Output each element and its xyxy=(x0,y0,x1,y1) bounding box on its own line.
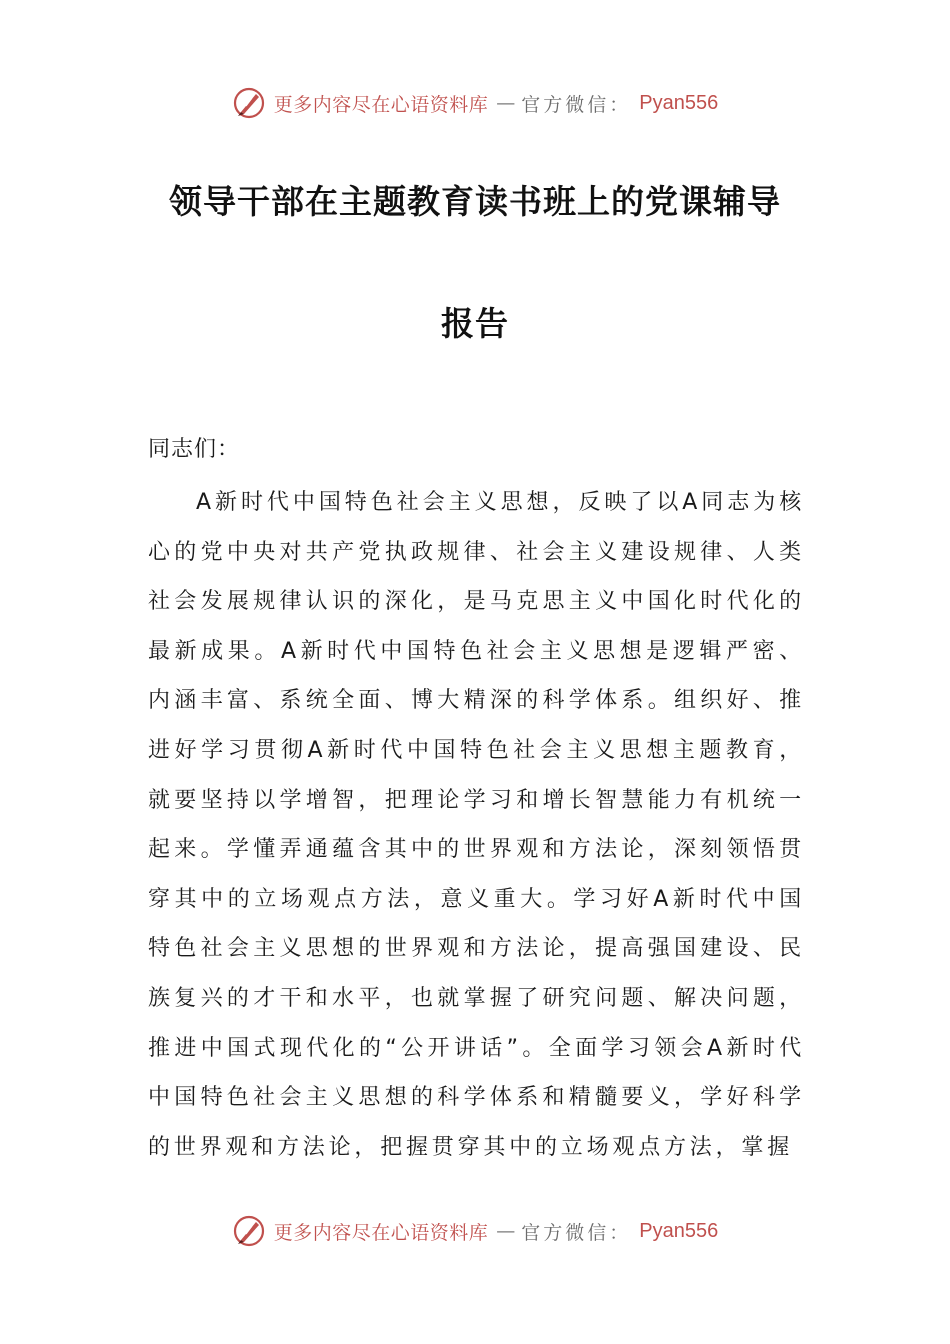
quill-pen-logo-icon xyxy=(232,86,266,120)
watermark-separator: — xyxy=(496,92,514,114)
watermark-site-text: 更多内容尽在心语资料库 xyxy=(273,1221,489,1244)
quill-pen-logo-icon xyxy=(232,1214,266,1248)
document-title-line-2: 报告 xyxy=(441,304,509,343)
header-watermark xyxy=(0,83,950,123)
body-paragraph: A新时代中国特色社会主义思想，反映了以A同志为核心的党中央对共产党执政规律、社会主义建设规律、人类社会发展规律认识的深化，是马克思主义中国化时代化的最新成果。A新时代中国特色社会主义思想是逻辑严密、内涵丰富、系统全面、博大精深的科学体系。组织好、推进好学习贯彻A新时代中国特色社会主义思想主题教育，就要坚持以学增智，把理论学习和增长智慧能力有机统一起来。学懂弄通蕴含其中的世界观和方法论，深刻领悟贯穿其中的立场观点方法，意义重大。学习好A新时代中国特色社会主义思想的世界观和方法论，提高强国建设、民族复兴的才干和水平，也就掌握了研究问题、解决问题，推进中国式现代化的“公开讲话”。全面学习领会A新时代中国特色社会主义思想的科学体系和精髓要义，学好科学的世界观和方法论，把握贯穿其中的立场观点方法，掌握 xyxy=(148,490,805,1160)
watermark-separator: — xyxy=(496,1220,514,1242)
watermark-site-text: 更多内容尽在心语资料库 xyxy=(273,93,489,116)
salutation: 同志们： xyxy=(148,437,241,462)
document-title-line-1: 领导干部在主题教育读书班上的党课辅导 xyxy=(169,182,781,221)
watermark-wechat-label: 官方微信： xyxy=(521,93,632,116)
watermark-handle: Pyan556 xyxy=(639,91,719,114)
footer-watermark xyxy=(0,1211,950,1251)
watermark-handle: Pyan556 xyxy=(639,1219,719,1242)
watermark-wechat-label: 官方微信： xyxy=(521,1221,632,1244)
